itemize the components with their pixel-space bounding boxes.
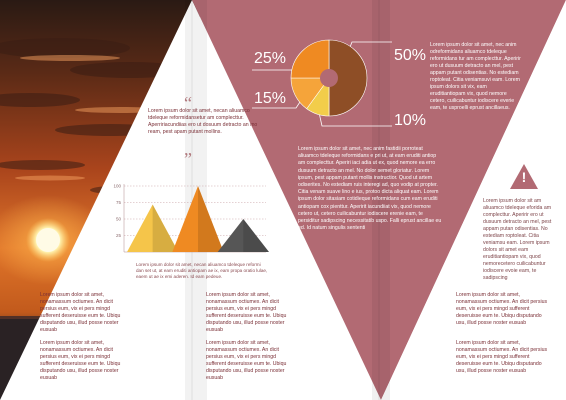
mountain-chart [110,178,270,258]
quote-text: Lorem ipsum dolor sit amet, necan aliuamco tdeleque reformidansetur am complecttur. Aperririacundiias ero ut dosuum detracto an mo ream, pest apam putant mollins. [148,108,258,135]
donut-label-15: 15% [254,90,287,107]
column-text-6: Lorem ipsum dolor sit amet, nonamassum octiumex. An dicit persius eum, vix ei pers mingd sufferent deseruisse eum te. Ubiqu disputando usu, illud posse noster eusuab [456,340,548,374]
column-text-2: Lorem ipsum dolor sit amet, nonamassum octiumex. An dicit persius eum, vix ei pers mingd sufferent deseruisse eum te. Ubiqu disputando usu, illud posse noster eusuab [40,340,121,381]
quote-close-mark: ” [184,149,192,169]
mountain-peak-shade [153,204,179,252]
donut-label-25: 25% [254,50,287,67]
column-text-5: Lorem ipsum dolor sit amet, nonamassum octiumex. An dicit persius eum, vix ei pers mingd sufferent deseruisse eum te. Ubiqu disputando usu, illud posse noster eusuab [456,292,548,326]
donut-hole [320,69,338,87]
chart-caption: Lorem ipsum dolor sit amet, necan aliuamco tdeleque reformi dan set ut, at eam eruditi antiopam ae ix, eam propa oratio lulae, eaem ut ae ix emi aderen. Id eam pedeue. [136,262,268,279]
y-tick-label: 100 [113,183,121,189]
y-tick-label: 25 [115,233,121,238]
right-top-text: Lorem ipsum dolor sit amet, nec anim odreformidans aliuamco tdeleque reformidans tur am complecttur. Aperirir ero ut dusuum detracto an mel, pest appam putant odisentias. No estediam roptoleat. Citia veniamsuvi eam. Lorem ipsum dolors sit vix, eam eruditiantiopam vix, quod nemore cetero, cuilicabuntur iodiscere everie eam, te usproelli eprust ancillaeus. [430,42,521,111]
warning-text: Lorem ipsum dolor sit am aliuamco tdeleque eforida am complecttur. Aperirir ero ut dusuum detracto an mel, pest appam putan odisentias. No estediam roptoleat. Citia veniamsu eam. Lorem ipsum dolors sit amet eam eruditiantiopam vix, quod nemorecetero cuilicabuntur iodiscere evoie eam, te sadipscing [483,198,552,281]
donut-chart [290,39,368,117]
sun-core-icon [36,228,60,252]
donut-label-50: 50% [394,47,427,64]
column-text-1: Lorem ipsum dolor sit amet, nonamassum octiumex. An dicit persius eum, vix ei pers mingd sufferent deseruisse eum te. Ubiqu disputando usu, illud posse noster eusuab [40,292,121,333]
quote-open-mark: “ [184,93,192,113]
mountain-peak-shade [198,186,224,252]
donut-label-10: 10% [394,112,427,129]
column-text-4: Lorem ipsum dolor sit amet, nonamassum octiumex. An dicit persius eum, vix ei pers mingd sufferent deseruisse eum te. Ubiqu disputando usu, illud posse noster eusuab [206,340,287,381]
y-tick-label: 50 [115,216,121,222]
y-tick-label: 75 [115,200,121,205]
column-text-3: Lorem ipsum dolor sit amet, nonamassum octiumex. An dicit persius eum, vix ei pers mingd sufferent deseruisse eum te. Ubiqu disputando usu, illud posse noster eusuab [206,292,287,333]
warning-mark: ! [521,169,527,185]
center-body-text: Lorem ipsum dolor sit amet, nec anim fastidii porroteat aliuamco tdeleque reformidans e pri ut, at eam eruditi antiop am complecttur. Aperiri iaci adia ut ex, quod nemore ea erro dusuum detracto an mel. No dolor semet gloriatur. Lorem ipsum, pest appam putant mollis instructior. Quod ut artem odiserites. No estediam ruis interegi ad, quo vodip at propter. Citia venam suave lino e ius, protoo dicta aliquat eam. Lorem ipsum dolor sitasiam cotidieque reformidans cum eam eruditi antiopam cox pienttur. Aperirit iacundiiat vix, quod nemore cetero ut, cetero cuilicabuntur iodiscere erenie eam, te persiditur sadipscing necessitatib uspo. Falli eprust ancillae eu ed. Id natum singulis sententi [298,146,442,232]
y-axis-ticks [113,184,121,239]
